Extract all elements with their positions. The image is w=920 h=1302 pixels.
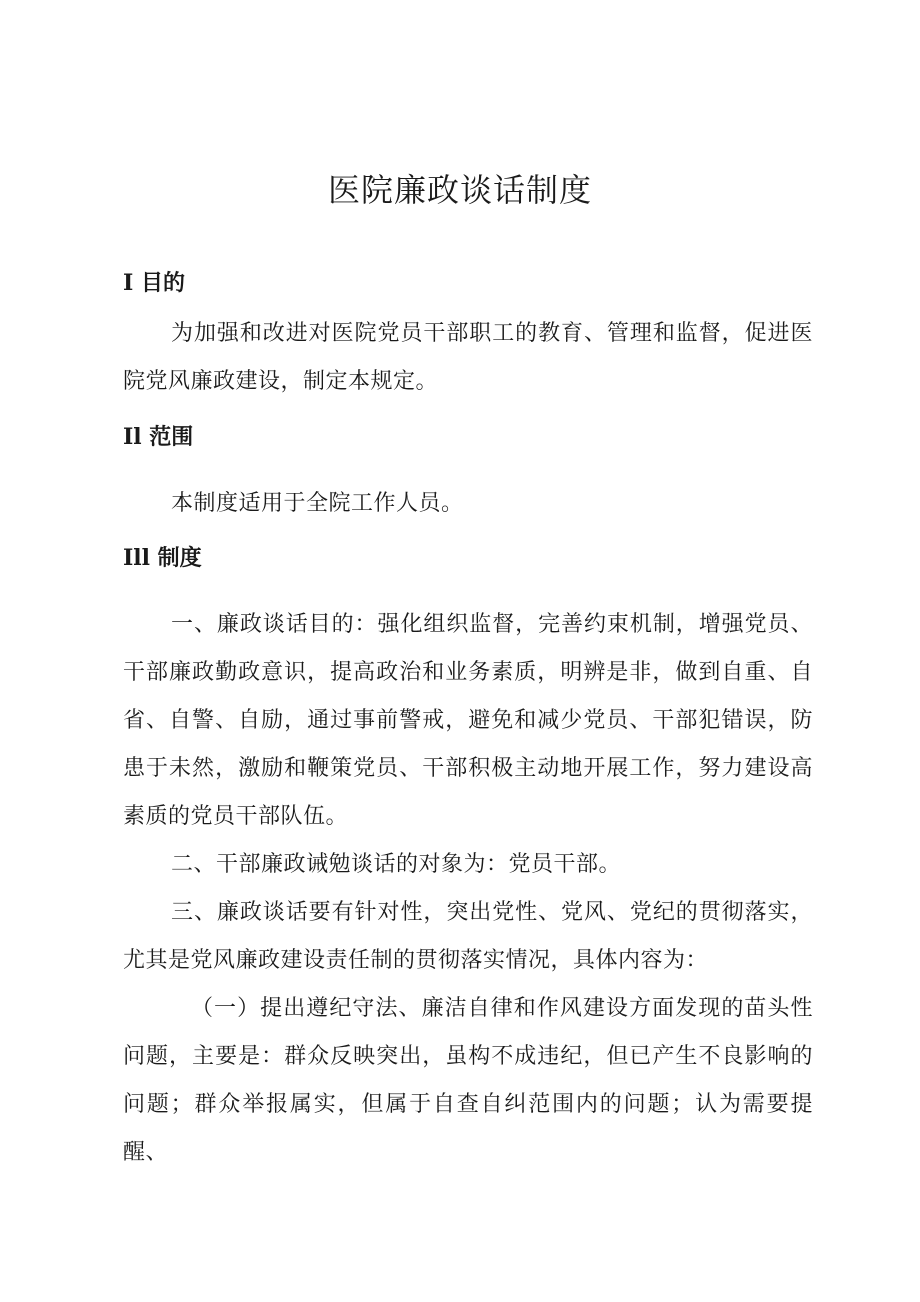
paragraph-scope: 本制度适用于全院工作人员。 xyxy=(171,491,464,516)
paragraph-system-4: （一）提出遵纪守法、廉洁自律和作风建设方面发现的苗头性问题，主要是：群众反映突出，虽构不成违纪，但已产生不良影响的问题；群众举报属实，但属于自查自纠范围内的问题；认为需要提醒、 xyxy=(123,996,813,1165)
document-title: 医院廉政谈话制度 xyxy=(327,171,592,209)
section-heading-system: Ill 制度 xyxy=(123,545,202,571)
paragraph-system-2: 二、干部廉政诫勉谈话的对象为：党员干部。 xyxy=(171,852,622,877)
paragraph-system-3: 三、廉政谈话要有针对性，突出党性、党风、党纪的贯彻落实，尤其是党风廉政建设责任制的贯彻落实情况，具体内容为： xyxy=(123,900,813,973)
paragraph-purpose: 为加强和改进对医院党员干部职工的教育、管理和监督，促进医院党风廉政建设，制定本规定。 xyxy=(123,321,813,394)
paragraph-system-1: 一、廉政谈话目的：强化组织监督，完善约束机制，增强党员、干部廉政勤政意识，提高政治和业务素质，明辨是非，做到自重、自省、自警、自励，通过事前警戒，避免和减少党员、干部犯错误，防患于未然，激励和鞭策党员、干部积极主动地开展工作，努力建设高素质的党员干部队伍。 xyxy=(123,612,813,829)
section-heading-scope: Il 范围 xyxy=(123,424,194,450)
section-heading-purpose: I 目的 xyxy=(123,270,185,296)
